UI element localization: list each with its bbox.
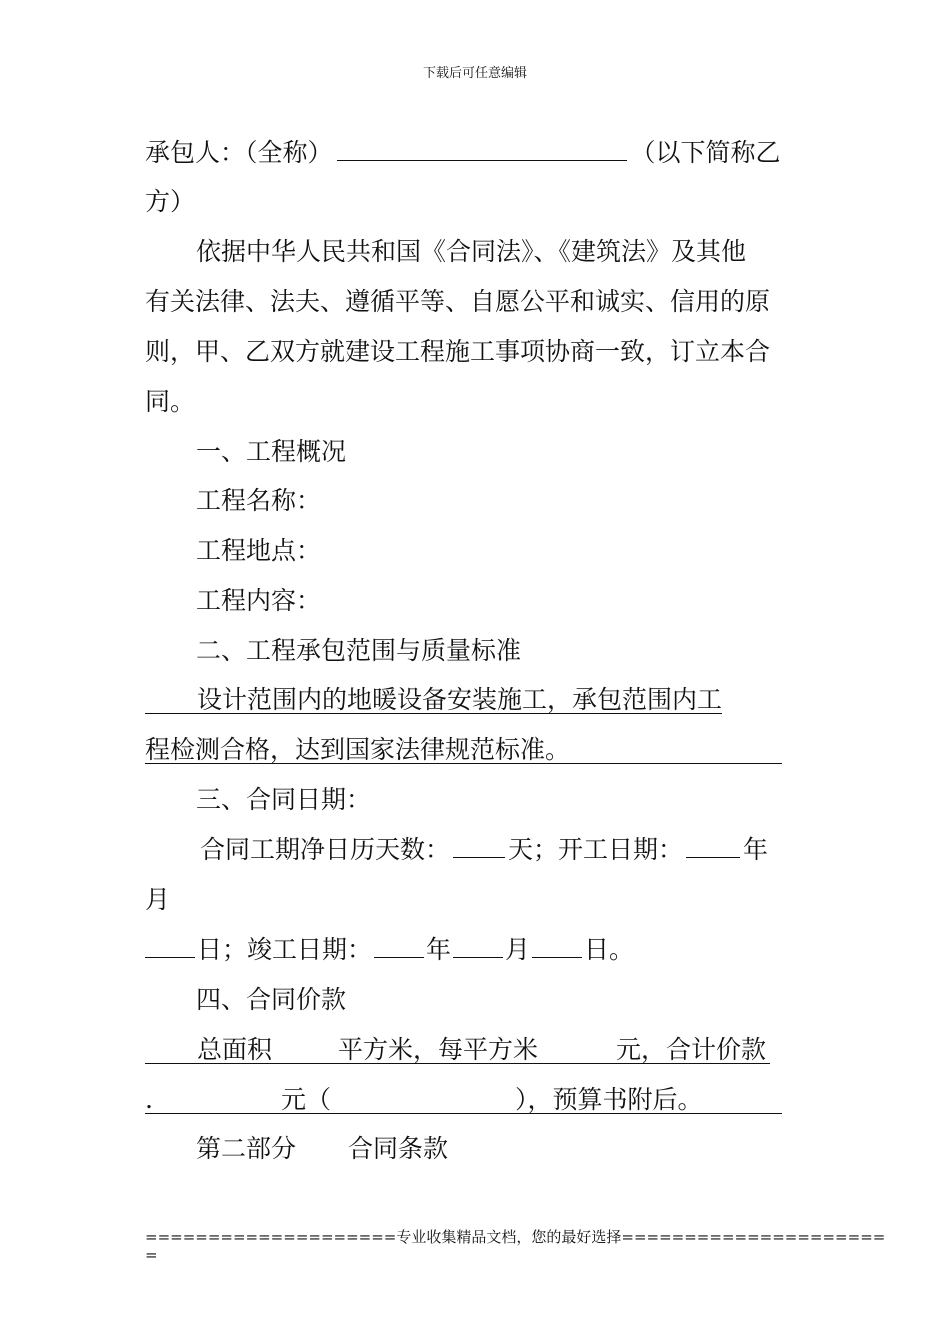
- end-month-unit: 月: [505, 935, 531, 964]
- scope-line-1: [145, 685, 722, 715]
- contractor-label: 承包人：（全称）: [145, 138, 333, 167]
- contractor-name-blank: [337, 138, 627, 161]
- start-year-unit: 年: [743, 835, 769, 864]
- part2-heading: [196, 1134, 448, 1164]
- footer-text: 专业收集精品文档，您的最好选择: [396, 1228, 622, 1246]
- end-year-blank: [374, 935, 424, 958]
- footer-overflow: =: [145, 1246, 158, 1264]
- section1-title: 一、工程概况: [196, 437, 347, 466]
- price-text-1: [145, 1037, 770, 1064]
- sqm-label: 平方米，每平方米: [338, 1035, 539, 1064]
- yuan-total-label: 元，合计价款: [616, 1035, 767, 1064]
- yuan-label: 元（: [280, 1085, 331, 1114]
- intro-line-3: 则，甲、乙双方就建设工程施工事项协商一致，订立本合: [145, 337, 771, 366]
- duration-line: [200, 835, 768, 865]
- scope-text-2: 程检测合格，达到国家法律规范标准。: [145, 737, 782, 764]
- end-year-unit: 年: [426, 935, 452, 964]
- duration-days-blank: [453, 835, 505, 858]
- intro-line-1: 依据中华人民共和国《合同法》、《建筑法》及其他: [196, 237, 747, 266]
- contractor-line: [145, 138, 781, 168]
- section3-title: 三、合同日期：: [196, 785, 372, 814]
- footer-left-rule: ====================: [145, 1228, 397, 1246]
- contractor-line-2: 方）: [145, 187, 196, 216]
- end-month-blank: [453, 935, 503, 958]
- price-line-2: [145, 1085, 782, 1115]
- footer-right-rule: =====================: [621, 1228, 886, 1246]
- price-line-1: [145, 1035, 770, 1065]
- intro-line-2: 有关法律、法夫、遵循平等、自愿公平和诚实、信用的原: [145, 287, 771, 316]
- footer-banner: [145, 1228, 886, 1246]
- project-name-label: 工程名称：: [196, 486, 322, 515]
- end-day-blank: [532, 935, 582, 958]
- contractor-suffix: （以下简称乙: [630, 138, 781, 167]
- part2-label: 第二部分: [196, 1134, 297, 1163]
- part2-title: 合同条款: [348, 1134, 449, 1163]
- duration-days-label: 合同工期净日历天数：: [200, 835, 451, 864]
- start-day-blank: [145, 935, 195, 958]
- start-year-blank: [686, 835, 740, 858]
- section2-title: 二、工程承包范围与质量标准: [196, 636, 522, 665]
- scope-text-1: 设计范围内的地暖设备安装施工，承包范围内工: [145, 687, 722, 714]
- area-label: 总面积: [197, 1035, 273, 1064]
- scope-line-2: [145, 735, 782, 765]
- project-location-label: 工程地点：: [196, 536, 322, 565]
- project-content-label: 工程内容：: [196, 586, 322, 615]
- price-text-2: [145, 1087, 782, 1114]
- header-note: 下载后可任意编辑: [422, 66, 527, 81]
- section4-title: 四、合同价款: [196, 985, 347, 1014]
- price-dot: .: [145, 1085, 153, 1114]
- dates-line: [145, 935, 634, 965]
- end-date-label: 日；竣工日期：: [197, 935, 373, 964]
- intro-line-4: 同。: [145, 387, 196, 416]
- end-day-unit: 日。: [584, 935, 635, 964]
- start-date-label: 天；开工日期：: [508, 835, 684, 864]
- start-month-unit: 月: [145, 885, 171, 914]
- budget-note: ），预算书附后。: [514, 1085, 703, 1114]
